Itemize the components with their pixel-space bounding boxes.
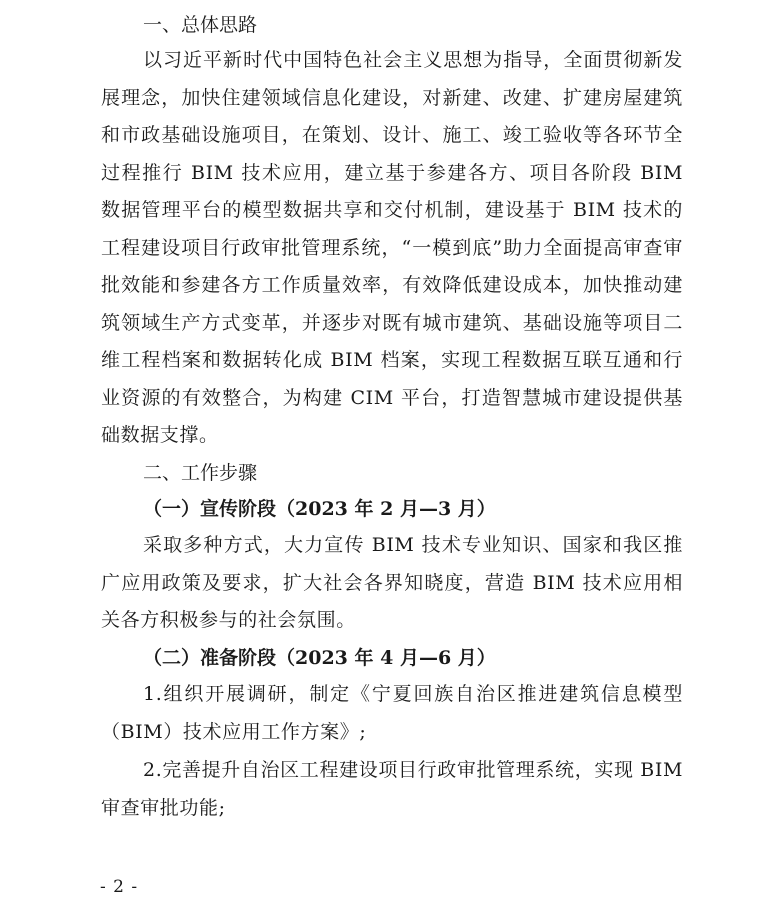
section2-heading: 二、工作步骤: [143, 462, 258, 484]
stage2-item-1: 1.组织开展调研，制定《宁夏回族自治区推进建筑信息模型（BIM）技术应用工作方案》;: [101, 683, 683, 743]
stage1-heading: （一）宣传阶段（2023 年 2 月—3 月）: [143, 498, 496, 520]
stage2-heading: （二）准备阶段（2023 年 4 月—6 月）: [143, 647, 496, 669]
stage1-paragraph: 采取多种方式，大力宣传 BIM 技术专业知识、国家和我区推广应用政策及要求，扩大社会各界知晓度，营造 BIM 技术应用相关各方积极参与的社会氛围。: [101, 534, 683, 631]
stage2-item-2: 2.完善提升自治区工程建设项目行政审批管理系统，实现 BIM 审查审批功能;: [101, 759, 683, 819]
section1-paragraph: 以习近平新时代中国特色社会主义思想为指导，全面贯彻新发展理念，加快住建领域信息化建设，对新建、改建、扩建房屋建筑和市政基础设施项目，在策划、设计、施工、竣工验收等各环节全过程推行 BIM 技术应用，建立基于参建各方、项目各阶段 BIM 数据管理平台的模型数据共享和交付机制，建设基于 BIM 技术的工程建设项目行政审批管理系统，“一模到底”助力全面提高审查审批效能和参建各方工作质量效率，有效降低建设成本，加快推动建筑领域生产方式变革，并逐步对既有城市建筑、基础设施等项目二维工程档案和数据转化成 BIM 档案，实现工程数据互联互通和行业资源的有效整合，为构建 CIM 平台，打造智慧城市建设提供基础数据支撑。: [101, 49, 683, 446]
section1-heading: 一、总体思路: [143, 14, 258, 36]
page-number: - 2 -: [100, 877, 139, 897]
